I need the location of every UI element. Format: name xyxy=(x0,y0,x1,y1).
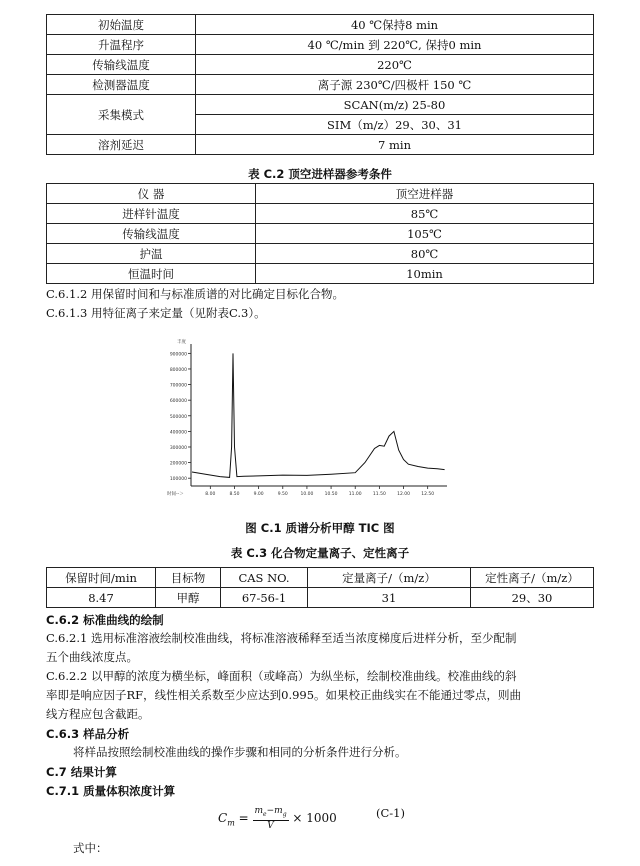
x-tick-label: 12.50 xyxy=(421,492,435,497)
table-row xyxy=(47,95,594,115)
headspace-conditions-table xyxy=(46,183,594,284)
table-row xyxy=(47,204,594,224)
formula-lhs: C xyxy=(218,810,228,825)
table-cell: 31 xyxy=(308,588,471,608)
table-caption: 表 C.3 化合物定量离子、定性离子 xyxy=(230,546,410,560)
x-tick-label: 10.00 xyxy=(300,492,314,497)
table-cell: 传输线温度 xyxy=(47,224,256,244)
formula-numerator: $m_e-m_g$ xyxy=(253,806,289,821)
gc-conditions-table xyxy=(46,14,594,155)
table-header-cell: CAS NO. xyxy=(221,568,308,588)
table-cell: 升温程序 xyxy=(47,35,196,55)
figure-caption: 图 C.1 质谱分析甲醇 TIC 图 xyxy=(245,521,395,535)
paragraph: 率即是响应因子RF，线性相关系数至少应达到0.995。如果校正曲线实在不能通过零点，则曲 xyxy=(46,688,522,702)
y-tick-label: 600000 xyxy=(169,399,187,405)
quant-ion-table xyxy=(46,567,594,608)
table-header-row xyxy=(47,184,594,204)
formula-multiplier: × 1000 xyxy=(292,810,337,825)
x-tick-label: 11.00 xyxy=(348,492,362,497)
paragraph: 五个曲线浓度点。 xyxy=(46,650,138,664)
table-cell: 采集模式 xyxy=(47,95,196,135)
formula-label: (C-1) xyxy=(376,806,405,820)
y-tick-label: 100000 xyxy=(169,477,187,483)
table-row xyxy=(47,244,594,264)
x-tick-label: 9.00 xyxy=(253,492,264,497)
table-cell: 进样针温度 xyxy=(47,204,256,224)
x-tick-label: 9.50 xyxy=(277,492,288,497)
x-axis-label: 时间--＞ xyxy=(167,492,184,497)
table-row xyxy=(47,55,594,75)
x-tick-label: 11.50 xyxy=(372,492,386,497)
y-tick-label: 300000 xyxy=(169,445,187,451)
table-cell: 40 ℃/min 到 220℃, 保持0 min xyxy=(196,35,594,55)
table-row xyxy=(47,15,594,35)
table-cell: 80℃ xyxy=(256,244,594,264)
table-header-cell: 顶空进样器 xyxy=(256,184,594,204)
table-cell: 10min xyxy=(256,264,594,284)
table-cell: 29、30 xyxy=(471,588,594,608)
paragraph: C.6.2.2 以甲醇的浓度为横坐标，峰面积（或峰高）为纵坐标，绘制校准曲线。校准曲线的斜 xyxy=(46,669,517,683)
x-tick-label: 8.00 xyxy=(205,492,216,497)
formula-fraction xyxy=(253,806,289,831)
table-header-cell: 保留时间/min xyxy=(47,568,156,588)
table-row xyxy=(47,35,594,55)
table-cell: 220℃ xyxy=(196,55,594,75)
table-caption: 表 C.2 顶空进样器参考条件 xyxy=(248,167,392,181)
y-tick-label: 200000 xyxy=(169,461,187,467)
table-cell: 85℃ xyxy=(256,204,594,224)
paragraph: 式中： xyxy=(73,841,108,855)
x-tick-label: 10.50 xyxy=(324,492,338,497)
table-header-row xyxy=(47,568,594,588)
paragraph: 线方程应包含截距。 xyxy=(46,707,150,721)
table-cell: SCAN(m/z) 25-80 xyxy=(196,95,594,115)
paragraph: C.6.1.2 用保留时间和与标准质谱的对比确定目标化合物。 xyxy=(46,287,344,301)
formula-denominator: V xyxy=(267,820,274,831)
table-header-cell: 仪 器 xyxy=(47,184,256,204)
table-row xyxy=(47,264,594,284)
section-heading: C.7 结果计算 xyxy=(46,765,117,779)
section-heading: C.6.2 标准曲线的绘制 xyxy=(46,613,164,627)
formula-subscript: m xyxy=(227,818,235,828)
table-header-cell: 定量离子/（m/z） xyxy=(308,568,471,588)
table-cell: 8.47 xyxy=(47,588,156,608)
table-row xyxy=(47,224,594,244)
y-tick-label: 800000 xyxy=(169,367,187,373)
y-tick-label: 500000 xyxy=(169,414,187,420)
table-cell: 护温 xyxy=(47,244,256,264)
x-tick-label: 12.00 xyxy=(397,492,410,497)
table-cell: 40 ℃保持8 min xyxy=(196,15,594,35)
table-row xyxy=(47,135,594,155)
table-cell: 溶剂延迟 xyxy=(47,135,196,155)
x-tick-label: 8.50 xyxy=(229,492,240,497)
table-header-cell: 目标物 xyxy=(156,568,221,588)
y-axis-label: 丰度 xyxy=(177,340,186,345)
paragraph: C.6.2.1 选用标准溶液绘制校准曲线，将标准溶液稀释至适当浓度梯度后进样分析，至少配制 xyxy=(46,631,517,645)
table-cell: 67-56-1 xyxy=(221,588,308,608)
table-header-cell: 定性离子/（m/z） xyxy=(471,568,594,588)
table-cell: SIM（m/z）29、30、31 xyxy=(196,115,594,135)
tic-chromatogram xyxy=(165,336,455,512)
formula: $C_m$ = $\frac{m_e-m_g}{V}$ × 1000 xyxy=(218,806,337,831)
y-tick-label: 900000 xyxy=(169,352,187,358)
table-cell: 初始温度 xyxy=(47,15,196,35)
y-tick-label: 400000 xyxy=(169,430,187,436)
table-row xyxy=(47,75,594,95)
section-heading: C.7.1 质量体积浓度计算 xyxy=(46,784,176,798)
table-cell: 105℃ xyxy=(256,224,594,244)
section-heading: C.6.3 样品分析 xyxy=(46,727,130,741)
y-tick-label: 700000 xyxy=(169,383,187,389)
table-cell: 恒温时间 xyxy=(47,264,256,284)
table-cell: 离子源 230℃/四极杆 150 ℃ xyxy=(196,75,594,95)
paragraph: 将样品按照绘制校准曲线的操作步骤和相同的分析条件进行分析。 xyxy=(73,745,407,759)
table-cell: 检测器温度 xyxy=(47,75,196,95)
table-cell: 7 min xyxy=(196,135,594,155)
paragraph: C.6.1.3 用特征离子来定量（见附表C.3）。 xyxy=(46,306,266,320)
table-row xyxy=(47,588,594,608)
table-cell: 甲醇 xyxy=(156,588,221,608)
table-cell: 传输线温度 xyxy=(47,55,196,75)
tic-series-line xyxy=(192,353,445,477)
